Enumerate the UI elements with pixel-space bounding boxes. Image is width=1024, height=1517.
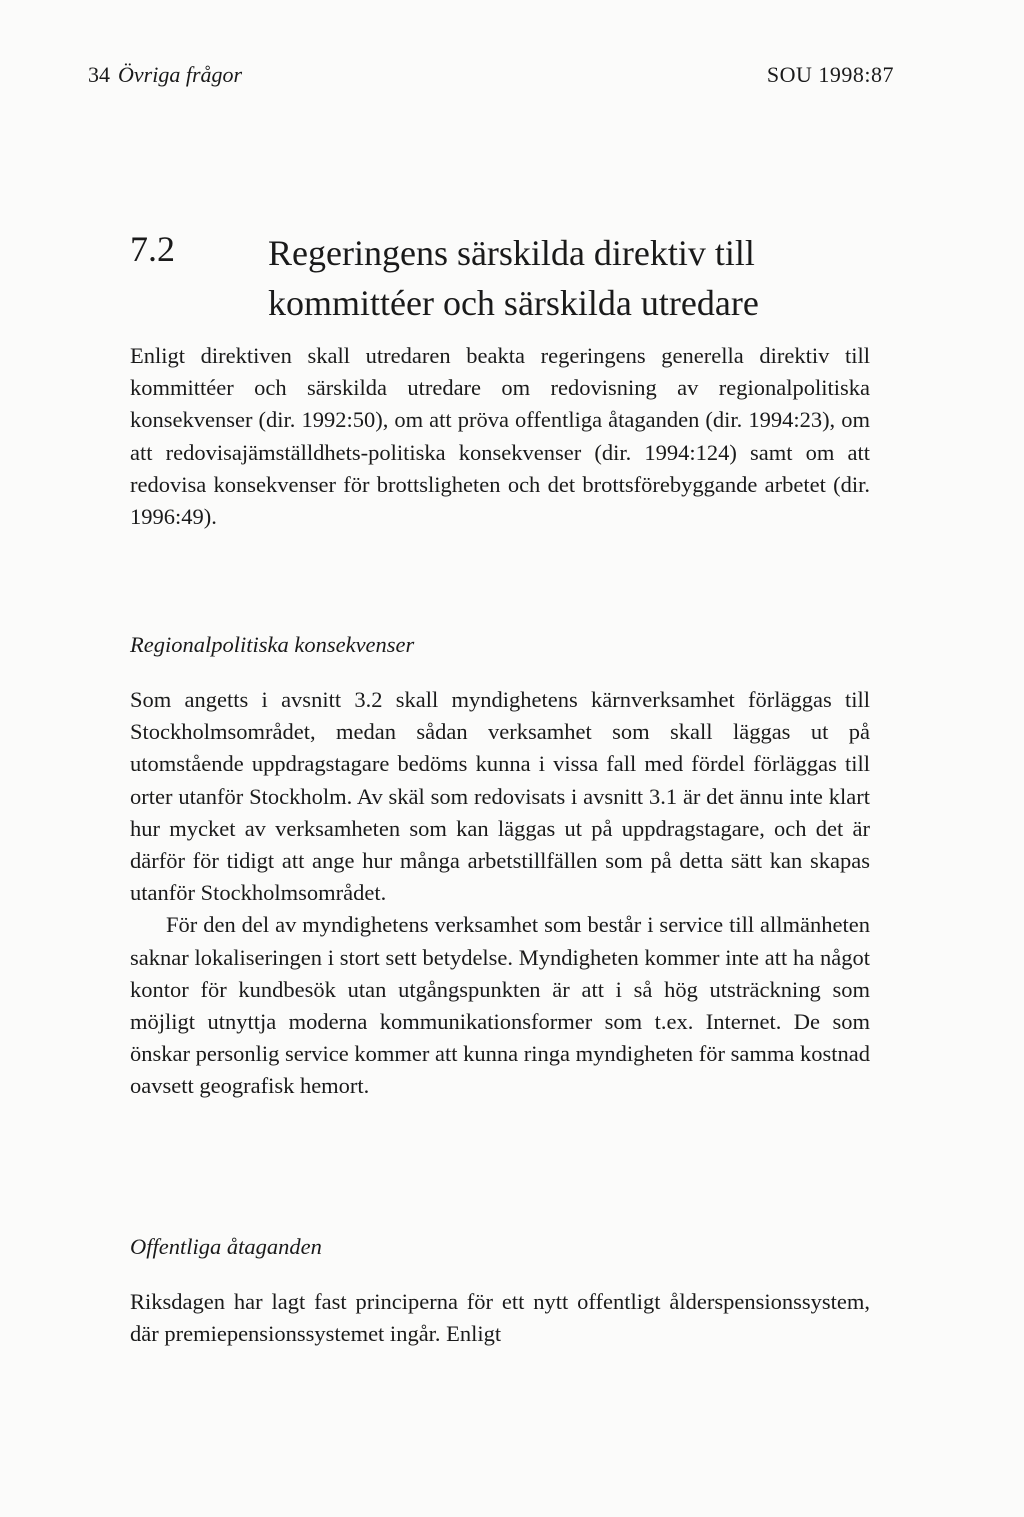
intro-paragraph-block xyxy=(130,340,870,533)
public-paragraph-1: Riksdagen har lagt fast principerna för ett nytt offentligt ålderspensionssystem, där premiepensionssystemet ingår. Enligt xyxy=(130,1289,870,1347)
subheading-public: Offentliga åtaganden xyxy=(130,1234,322,1259)
running-title: Övriga frågor xyxy=(118,62,243,87)
public-paragraph-block xyxy=(130,1286,870,1350)
regional-paragraph-1: Som angetts i avsnitt 3.2 skall myndighetens kärnverksamhet förläggas till Stockholmsområdet, medan sådan verksamhet som skall läggas ut på utomstående uppdragstagare bedöms kunna i vissa fall med fördel förläggas till orter utanför Stockholm. Av skäl som redovisats i avsnitt 3.1 är det ännu inte klart hur mycket av verksamheten som kan läggas ut på uppdragstagare, och det är därför för tidigt att ange hur många arbetstillfällen som på detta sätt kan skapas utanför Stockholmsområdet. xyxy=(130,687,870,906)
section-number: 7.2 xyxy=(130,229,175,269)
section-title: Regeringens särskilda direktiv till kommittéer och särskilda utredare xyxy=(268,233,759,323)
document-id: SOU 1998:87 xyxy=(766,62,894,87)
page-header xyxy=(88,62,894,92)
page-number: 34 xyxy=(88,62,110,87)
regional-paragraph-2: För den del av myndighetens verksamhet som består i service till allmänheten saknar lokaliseringen i stort sett betydelse. Myndigheten kommer inte att ha något kontor för kundbesök utan utgångspunkten är att i så hög utsträckning som möjligt utnyttja moderna kommunikationsformer som t.ex. Internet. De som önskar personlig service kommer att kunna ringa myndigheten för samma kostnad oavsett geografisk hemort. xyxy=(130,912,870,1099)
intro-paragraph: Enligt direktiven skall utredaren beakta regeringens generella direktiv till kommittéer och särskilda utredare om redovisning av regionalpolitiska konsekvenser (dir. 1992:50), om att pröva offentliga åtaganden (dir. 1994:23), om att redovisajämställdhets-politiska konsekvenser (dir. 1994:124) samt om att redovisa konsekvenser för brottsligheten och det brottsförebyggande arbetet (dir. 1996:49). xyxy=(130,343,870,530)
subheading-regional: Regionalpolitiska konsekvenser xyxy=(130,632,415,657)
regional-paragraph-block xyxy=(130,684,870,1103)
